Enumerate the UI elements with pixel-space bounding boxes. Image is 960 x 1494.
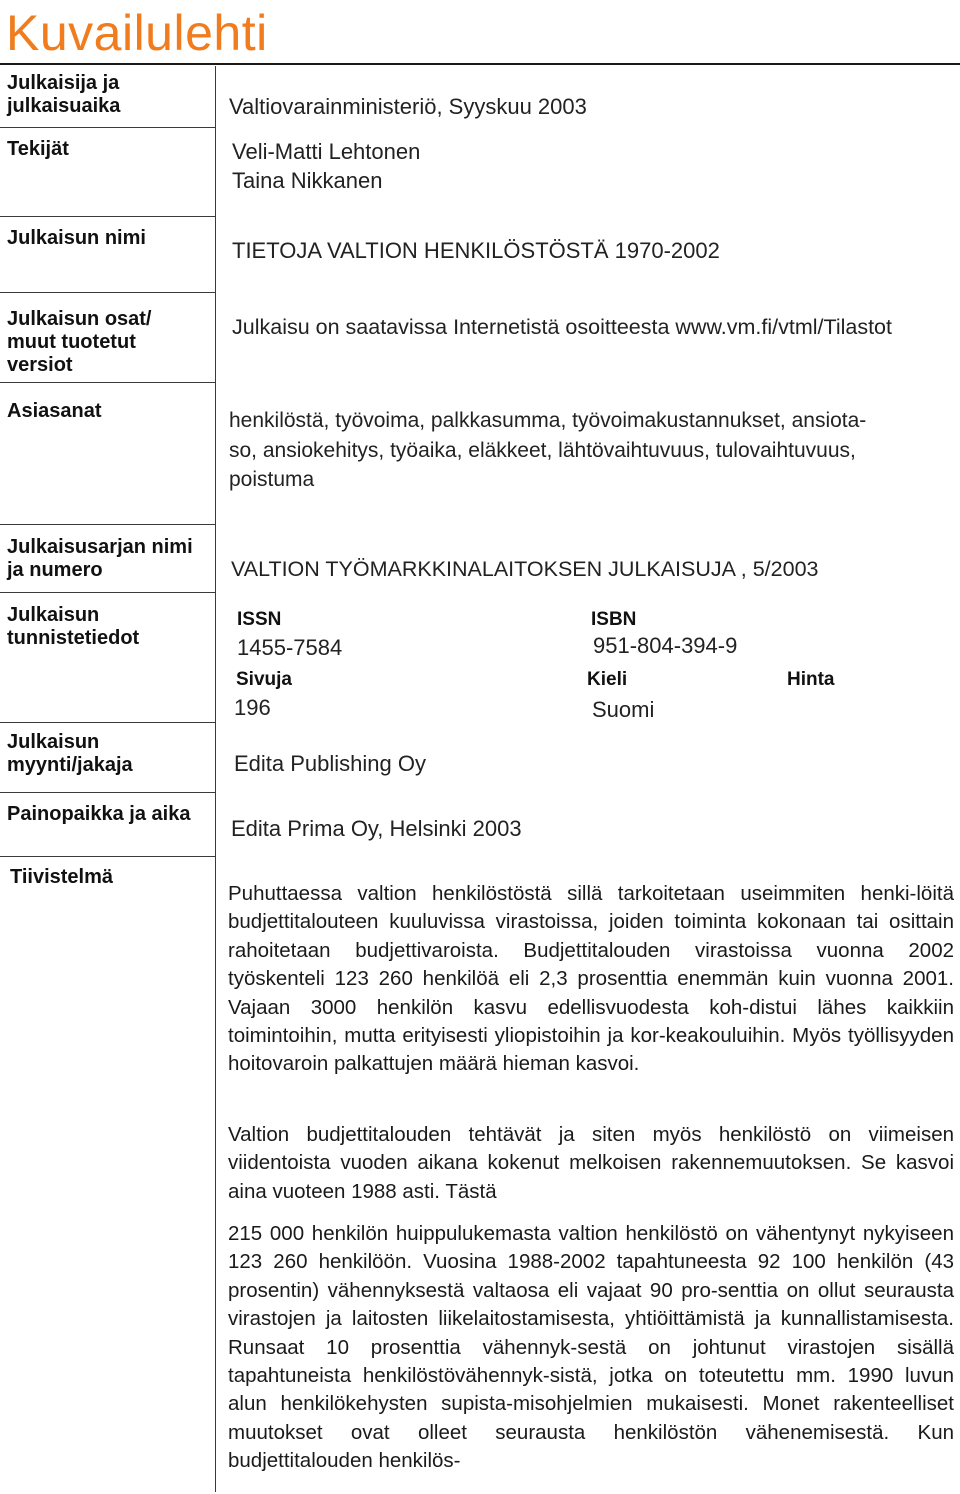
publisher-value: Valtiovarainministeriö, Syyskuu 2003 <box>229 94 587 119</box>
row-separator <box>0 856 215 857</box>
abstract-paragraph: Puhuttaessa valtion henkilöstöstä sillä tarkoitetaan useimmiten henki-löitä budjettitalouteen kuuluvissa virastoissa, joiden toiminta kokonaan tai osittain rahoitetaan budjettivaroista. Budjettitalouden virastoissa vuonna 2002 työskenteli 123 260 henkilöä eli 2,3 prosenttia enemmän kuin vuonna 2001. Vajaan 3000 henkilön kasvu edellisvuodesta koh-distui lähes kaikkiin toimintoihin, mutta erityisesti yliopistoihin ja kor-keakouluihin. Myös työllisyyden hoitovaroin palkattujen määrä hieman kasvoi. <box>228 882 954 1076</box>
language-label: Kieli <box>587 669 628 690</box>
row-separator <box>0 216 215 217</box>
pages-value: 196 <box>234 695 271 720</box>
language-value: Suomi <box>592 697 655 722</box>
label-distributor: Julkaisun myynti/jakaja <box>7 731 133 776</box>
parts-value: Julkaisu on saatavissa Internetistä osoitteesta www.vm.fi/vtml/Tilastot <box>232 315 892 339</box>
row-separator <box>0 722 215 723</box>
isbn-value: 951-804-394-9 <box>593 633 738 658</box>
row-separator <box>0 292 215 293</box>
pages-label: Sivuja <box>236 669 292 690</box>
printing-value: Edita Prima Oy, Helsinki 2003 <box>231 816 522 841</box>
row-separator <box>0 382 215 383</box>
label-identifiers: Julkaisun tunnistetiedot <box>7 604 140 649</box>
issn-value: 1455-7584 <box>237 635 343 660</box>
row-separator <box>0 792 215 793</box>
abstract-paragraph: 215 000 henkilön huippulukemasta valtion henkilöstö on vähentynyt nykyiseen 123 260 henkilöön. Vuosina 1988-2002 tapahtuneesta 92 100 henkilön (43 prosentin) vähennyksestä valtaosa eli vajaat 90 pro-senttia on ollut seurausta virastojen ja laitosten liikelaitostamisesta, yhtiöittämistä ja kunnallistamisesta. Runsaat 10 prosenttia vähennyk-sestä on johtunut virastojen sisällä tapahtuneista henkilöstövähennyk-sistä, jotka on toteutettu mm. 1990 luvun alun henkilökehysten supista-misohjelmien mukaisesti. Monet rakenteelliset muutokset ovat olleet seurausta henkilöstön vähenemisestä. Kun budjettitalouden henkilös- <box>228 1222 954 1473</box>
label-series: Julkaisusarjan nimi ja numero <box>7 536 193 581</box>
distributor-value: Edita Publishing Oy <box>234 751 426 776</box>
label-abstract: Tiivistelmä <box>10 866 114 888</box>
price-label: Hinta <box>787 669 835 690</box>
label-keywords: Asiasanat <box>7 400 102 422</box>
label-parts: Julkaisun osat/ muut tuotetut versiot <box>7 308 152 376</box>
label-publication-name: Julkaisun nimi <box>7 227 146 249</box>
row-separator <box>0 127 215 128</box>
authors-value <box>232 137 420 195</box>
column-divider <box>215 66 216 1492</box>
author-name: Taina Nikkanen <box>232 168 383 193</box>
label-authors: Tekijät <box>7 138 69 160</box>
author-name: Veli-Matti Lehtonen <box>232 139 421 164</box>
abstract-paragraph: Valtion budjettitalouden tehtävät ja siten myös henkilöstö on viimeisen viidentoista vuoden aikana kokenut melkoisen rakennemuutoksen. Se kasvoi aina vuoteen 1988 asti. Tästä <box>228 1123 954 1203</box>
isbn-label: ISBN <box>591 609 637 630</box>
label-publisher: Julkaisija ja julkaisuaika <box>7 72 121 117</box>
issn-label: ISSN <box>237 609 282 630</box>
title-rule <box>0 63 960 65</box>
row-separator <box>0 524 215 525</box>
label-printing: Painopaikka ja aika <box>7 803 191 825</box>
publication-name-value: TIETOJA VALTION HENKILÖSTÖSTÄ 1970-2002 <box>232 238 720 263</box>
page-title: Kuvailulehti <box>6 5 268 61</box>
series-value: VALTION TYÖMARKKINALAITOKSEN JULKAISUJA , 5/2003 <box>231 557 819 581</box>
keywords-value: henkilöstä, työvoima, palkkasumma, työvoimakustannukset, ansiota- so, ansiokehitys, työaika, eläkkeet, lähtövaihtuvuus, tulovaihtuvuus, poistuma <box>229 409 867 491</box>
row-separator <box>0 592 215 593</box>
